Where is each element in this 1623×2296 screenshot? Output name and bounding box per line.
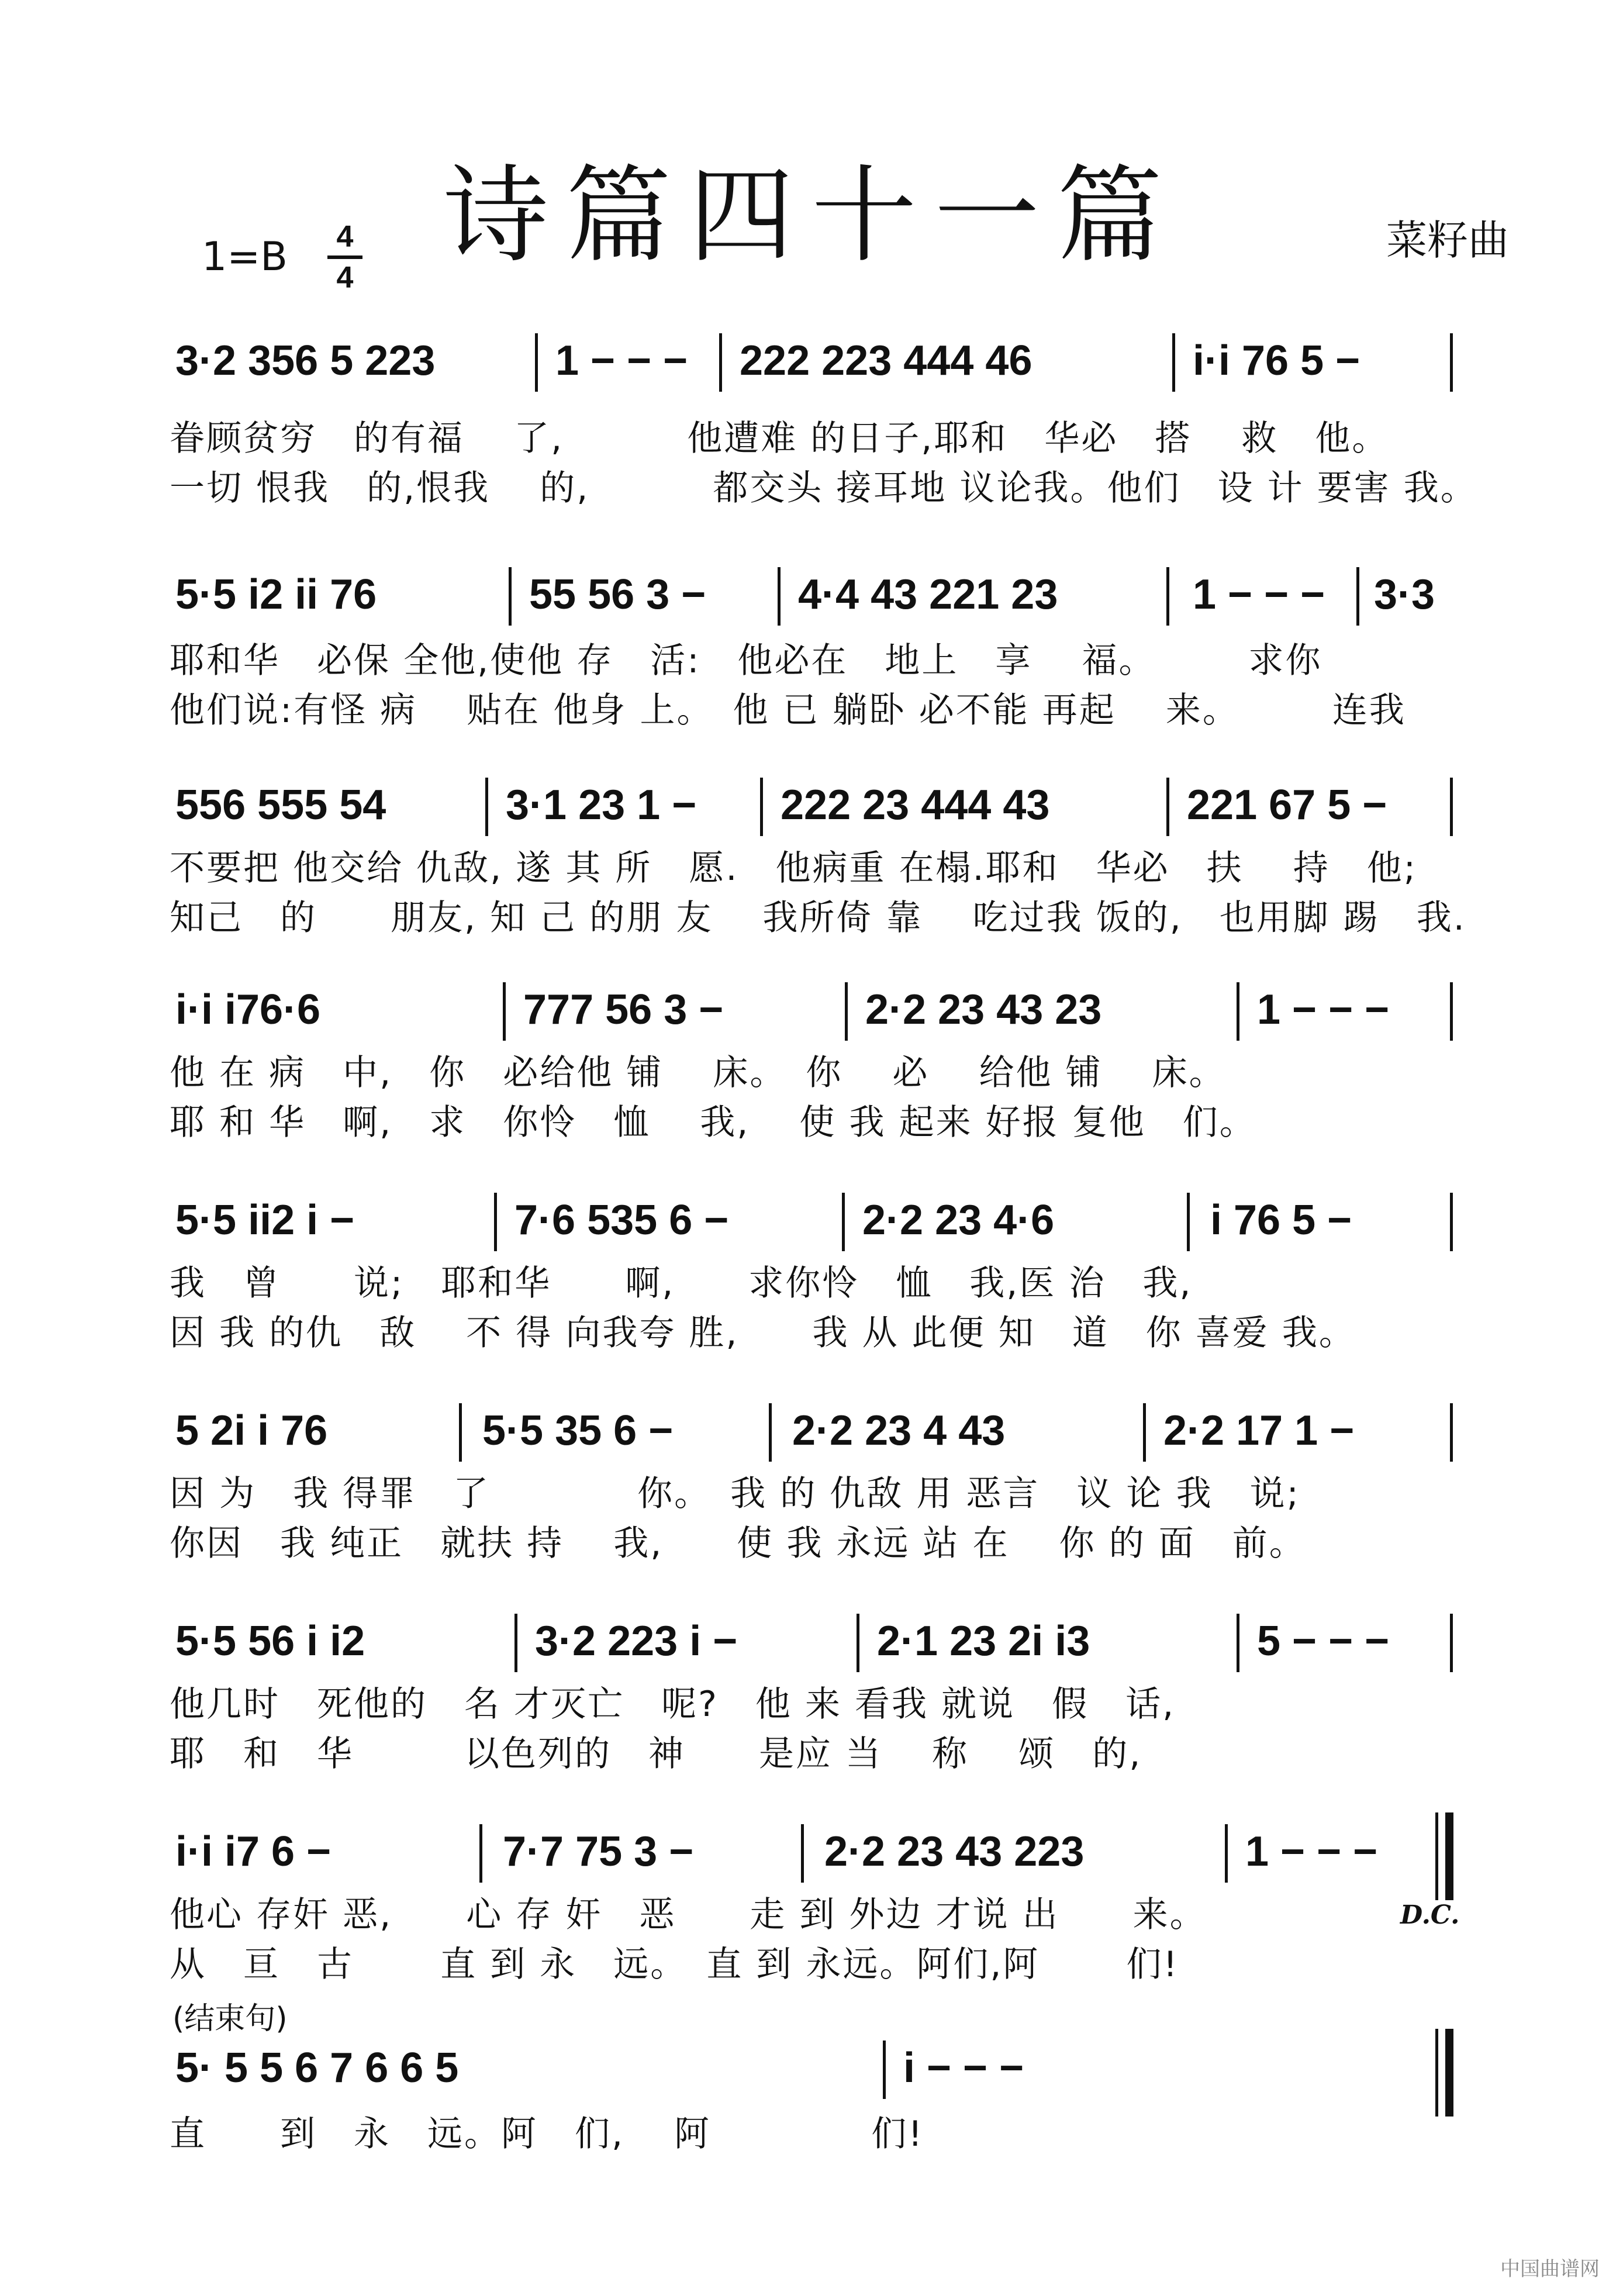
barline — [535, 333, 538, 392]
barline — [509, 567, 512, 626]
measure: 55 56 3 − — [529, 571, 706, 618]
time-signature — [327, 219, 362, 295]
measure: 1 − − − — [1245, 1828, 1378, 1875]
lyrics-verse-2: 从 亘 古 直 到 永 远。 直 到 永远。阿们,阿 们! — [170, 1944, 1179, 1985]
barline — [1237, 982, 1239, 1041]
lyrics-verse-1: 我 曾 说; 耶和华 啊, 求你怜 恤 我,医 治 我, — [170, 1263, 1193, 1304]
measure: 2·2 23 4·6 — [862, 1197, 1055, 1244]
barline — [769, 1403, 772, 1462]
barline — [1450, 333, 1453, 392]
measure: 5·5 56 i i2 — [175, 1618, 365, 1665]
barline — [485, 778, 488, 836]
barline — [514, 1614, 517, 1672]
measure: 556 555 54 — [175, 782, 386, 828]
measure: 221 67 5 − — [1187, 782, 1387, 828]
measure: 7·7 75 3 − — [503, 1828, 694, 1875]
notes-row — [0, 1608, 1623, 1672]
time-signature-line — [327, 256, 362, 259]
barline — [1172, 333, 1175, 392]
barline — [503, 982, 506, 1041]
measure: 3·2 223 i − — [535, 1618, 738, 1665]
barline — [479, 1824, 482, 1883]
measure: 777 56 3 − — [523, 986, 724, 1033]
lyrics-verse-2: 一切 恨我 的,恨我 的, 都交头 接耳地 议论我。他们 设 计 要害 我。 — [170, 468, 1477, 509]
measure: 3·2 356 5 223 — [175, 337, 436, 384]
dc-marking: D.C. — [1400, 1900, 1460, 1930]
measure: 3·1 23 1 − — [506, 782, 697, 828]
measure: i 76 5 − — [1210, 1197, 1352, 1244]
barline — [883, 2040, 886, 2099]
barline — [857, 1614, 859, 1672]
barline — [1237, 1614, 1239, 1672]
barline — [801, 1824, 804, 1883]
measure: 2·2 23 43 23 — [865, 986, 1102, 1033]
measure: 5 − − − — [1257, 1618, 1390, 1665]
measure: 2·2 23 43 223 — [824, 1828, 1085, 1875]
barline — [719, 333, 722, 392]
barline — [1225, 1824, 1228, 1883]
measure: 5 2i i 76 — [175, 1407, 328, 1454]
lyrics-verse-1: 眷顾贫穷 的有福 了, 他遭难 的日子,耶和 华必 搭 救 他。 — [170, 418, 1389, 459]
coda-label: (结束句) — [172, 2001, 288, 2036]
time-signature-bottom: 4 — [336, 261, 354, 295]
notes-row — [0, 1818, 1623, 1883]
measure: i − − − — [903, 2045, 1024, 2091]
lyrics-verse-1: 不要把 他交给 仇敌, 遂 其 所 愿. 他病重 在榻.耶和 华必 扶 持 他; — [170, 848, 1417, 889]
notes-row — [0, 772, 1623, 836]
measure: 1 − − − — [1257, 986, 1390, 1033]
song-title: 诗篇四十一篇 — [443, 155, 1180, 277]
lyrics-verse-2: 他们说:有怪 病 贴在 他身 上。 他 已 躺卧 必不能 再起 来。 连我 — [170, 690, 1406, 731]
measure: 222 223 444 46 — [740, 337, 1032, 384]
barline — [1166, 778, 1169, 836]
lyrics-verse-2: 你因 我 纯正 就扶 持 我, 使 我 永远 站 在 你 的 面 前。 — [170, 1523, 1306, 1564]
barline — [1450, 982, 1453, 1041]
measure: 7·6 535 6 − — [514, 1197, 729, 1244]
barline — [845, 982, 848, 1041]
measure: 2·2 17 1 − — [1163, 1407, 1355, 1454]
final-barline-thin — [1435, 2029, 1438, 2117]
measure: 2·1 23 2i i3 — [877, 1618, 1090, 1665]
lyrics-verse-2: 知己 的 朋友, 知 己 的朋 友 我所倚 靠 吃过我 饭的, 也用脚 踢 我. — [170, 897, 1466, 938]
barline — [778, 567, 781, 626]
lyrics-verse-1: 他心 存奸 恶, 心 存 奸 恶 走 到 外边 才说 出 来。 — [170, 1894, 1207, 1935]
measure: i·i i7 6 − — [175, 1828, 331, 1875]
watermark: 中国曲谱网 — [1500, 2257, 1600, 2281]
notes-row — [0, 1187, 1623, 1251]
lyrics-verse-2: 耶 和 华 啊, 求 你怜 恤 我, 使 我 起来 好报 复他 们。 — [170, 1102, 1256, 1143]
barline — [1356, 567, 1359, 626]
measure: 1 − − − — [555, 337, 688, 384]
measure: 5· 5 5 6 7 6 6 5 — [175, 2045, 459, 2091]
measure: 5·5 i2 ii 76 — [175, 571, 377, 618]
lyrics-verse-2: 因 我 的仇 敌 不 得 向我夸 胜, 我 从 此便 知 道 你 喜爱 我。 — [170, 1313, 1356, 1354]
measure: 2·2 23 4 43 — [792, 1407, 1006, 1454]
lyrics-verse-1: 因 为 我 得罪 了 你。 我 的 仇敌 用 恶言 议 论 我 说; — [170, 1473, 1300, 1514]
measure: i·i 76 5 − — [1193, 337, 1360, 384]
lyrics-verse-2: 耶 和 华 以色列的 神 是应 当 称 颂 的, — [170, 1734, 1142, 1774]
barline — [1450, 1193, 1453, 1251]
barline — [1450, 1403, 1453, 1462]
barline — [1450, 778, 1453, 836]
barline — [459, 1403, 462, 1462]
notes-row — [0, 327, 1623, 392]
barline — [842, 1193, 845, 1251]
barline — [494, 1193, 497, 1251]
final-barline-thin — [1435, 1812, 1438, 1900]
notes-row — [0, 2035, 1623, 2099]
final-barline-thick — [1445, 2029, 1453, 2117]
barline — [1450, 1614, 1453, 1672]
key-signature: 1=B — [202, 234, 288, 280]
coda-lyrics: 直 到 永 远。阿 们, 阿 们! — [170, 2114, 924, 2155]
notes-row — [0, 976, 1623, 1041]
lyrics-verse-1: 他 在 病 中, 你 必给他 铺 床。 你 必 给他 铺 床。 — [170, 1052, 1226, 1093]
lyrics-verse-1: 耶和华 必保 全他,使他 存 活: 他必在 地上 享 福。 求你 — [170, 640, 1322, 681]
measure: 5·5 35 6 − — [482, 1407, 674, 1454]
time-signature-top: 4 — [336, 220, 354, 254]
measure: 1 − − − — [1193, 571, 1325, 618]
notes-row — [0, 561, 1623, 626]
measure: 222 23 444 43 — [781, 782, 1050, 828]
final-barline-thick — [1445, 1812, 1453, 1900]
measure: i·i i76·6 — [175, 986, 321, 1033]
lyrics-verse-1: 他几时 死他的 名 才灭亡 呢? 他 来 看我 就说 假 话, — [170, 1684, 1176, 1725]
barline — [1187, 1193, 1190, 1251]
measure: 4·4 43 221 23 — [798, 571, 1058, 618]
barline — [760, 778, 763, 836]
barline — [1166, 567, 1169, 626]
composer: 菜籽曲 — [1386, 216, 1509, 264]
notes-row — [0, 1397, 1623, 1462]
measure: 3·3 — [1374, 571, 1435, 618]
measure: 5·5 ii2 i − — [175, 1197, 355, 1244]
barline — [1143, 1403, 1146, 1462]
